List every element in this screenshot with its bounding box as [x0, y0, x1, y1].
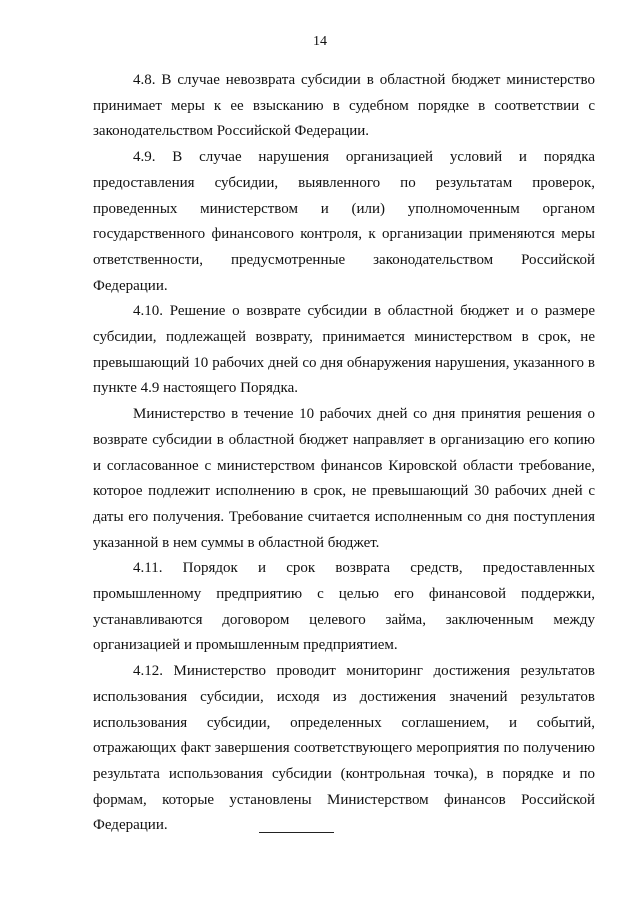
paragraph-4-10: 4.10. Решение о возврате субсидии в областной бюджет и о размере субсидии, подлежащей возврату, принимается министерством в срок, не превышающий 10 рабочих дней со дня обнаружения нарушения, указанного в пункте 4.9 настоящего Порядка. — [93, 303, 595, 397]
page-number: 14 — [313, 34, 327, 49]
paragraph-4-12: 4.12. Министерство проводит мониторинг достижения результатов использования субсидии, исходя из достижения значений результатов использования субсидии, определенных соглашением, и событий, отражающих факт завершения соответствующего мероприятия по получению результата использования субсидии (контрольная точка), в порядке и по формам, которые установлены Министерством финансов Российской Федерации. — [93, 663, 595, 834]
paragraph-4-8: 4.8. В случае невозврата субсидии в областной бюджет министерство принимает меры к ее взысканию в судебном порядке в соответствии с законодательством Российской Федерации. — [93, 72, 595, 140]
paragraph-4-10-continued: Министерство в течение 10 рабочих дней со дня принятия решения о возврате субсидии в областной бюджет направляет в организацию его копию и согласованное с министерством финансов Кировской области требование, которое подлежит исполнению в срок, не превышающий 30 рабочих дней с даты его получения. Требование считается исполненным со дня поступления указанной в нем суммы в областной бюджет. — [93, 406, 595, 551]
paragraph-4-11: 4.11. Порядок и срок возврата средств, предоставленных промышленному предприятию с целью его финансовой поддержки, устанавливаются договором целевого займа, заключенным между организацией и промышленным предприятием. — [93, 560, 595, 654]
document-body — [93, 68, 595, 839]
paragraph-4-9: 4.9. В случае нарушения организацией условий и порядка предоставления субсидии, выявленного по результатам проверок, проведенных министерством и (или) уполномоченным органом государственного финансового контроля, к организации применяются меры ответственности, предусмотренные законодательством Российской Федерации. — [93, 149, 595, 294]
end-of-page-rule — [259, 832, 334, 833]
